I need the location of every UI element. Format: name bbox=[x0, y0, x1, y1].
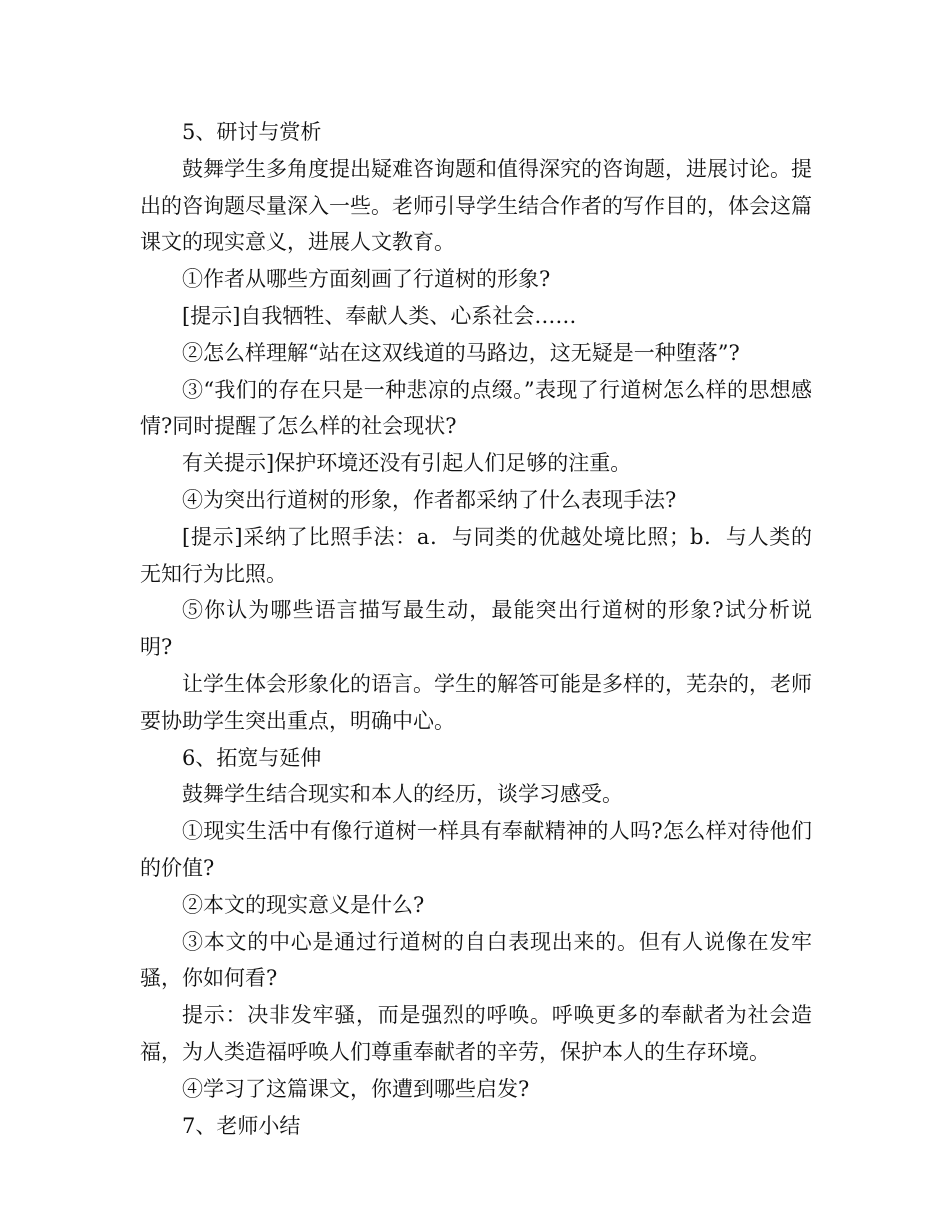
extension-question-1: ①现实生活中有像行道树一样具有奉献精神的人吗?怎么样对待他们的价值? bbox=[140, 819, 812, 880]
section-heading-summary: 7、老师小结 bbox=[182, 1113, 301, 1138]
extension-question-4: ④学习了这篇课文，你遭到哪些启发? bbox=[182, 1076, 530, 1101]
hint-4: [提示]采纳了比照手法：a．与同类的优越处境比照；b．与人类的无知行为比照。 bbox=[140, 524, 812, 586]
extension-question-3: ③本文的中心是通过行道树的自白表现出来的。但有人说像在发牢骚，你如何看? bbox=[140, 929, 812, 991]
section-heading-extension: 6、拓宽与延伸 bbox=[182, 745, 322, 770]
hint-3: 有关提示]保护环境还没有引起人们足够的注重。 bbox=[182, 451, 632, 476]
question-1: ①作者从哪些方面刻画了行道树的形象? bbox=[182, 267, 551, 292]
question-3: ③“我们的存在只是一种悲凉的点缀。”表现了行道树怎么样的思想感情?同时提醒了怎么样的社会现状? bbox=[140, 377, 812, 439]
question-5: ⑤你认为哪些语言描写最生动，最能突出行道树的形象?试分析说明? bbox=[140, 598, 812, 660]
document-body bbox=[140, 114, 812, 1144]
hint-1: [提示]自我牺牲、奉献人类、心系社会…… bbox=[182, 303, 577, 328]
paragraph-extension-intro: 鼓舞学生结合现实和本人的经历，谈学习感受。 bbox=[182, 782, 623, 807]
question-4: ④为突出行道树的形象，作者都采纳了什么表现手法? bbox=[182, 487, 677, 512]
section-heading-discussion: 5、研讨与赏析 bbox=[182, 120, 322, 144]
paragraph-discussion-intro: 鼓舞学生多角度提出疑难咨询题和值得深究的咨询题，进展讨论。提出的咨询题尽量深入一些。老师引导学生结合作者的写作目的，体会这篇课文的现实意义，进展人文教育。 bbox=[140, 156, 812, 255]
extension-hint: 提示：决非发牢骚，而是强烈的呼唤。呼唤更多的奉献者为社会造福，为人类造福呼唤人们尊重奉献者的辛劳，保护本人的生存环境。 bbox=[140, 1003, 812, 1064]
question-2: ②怎么样理解“站在这双线道的马路边，这无疑是一种堕落”? bbox=[182, 340, 740, 365]
paragraph-language-note: 让学生体会形象化的语言。学生的解答可能是多样的，芜杂的，老师要协助学生突出重点，明确中心。 bbox=[140, 671, 812, 733]
extension-question-2: ②本文的现实意义是什么? bbox=[182, 892, 425, 917]
